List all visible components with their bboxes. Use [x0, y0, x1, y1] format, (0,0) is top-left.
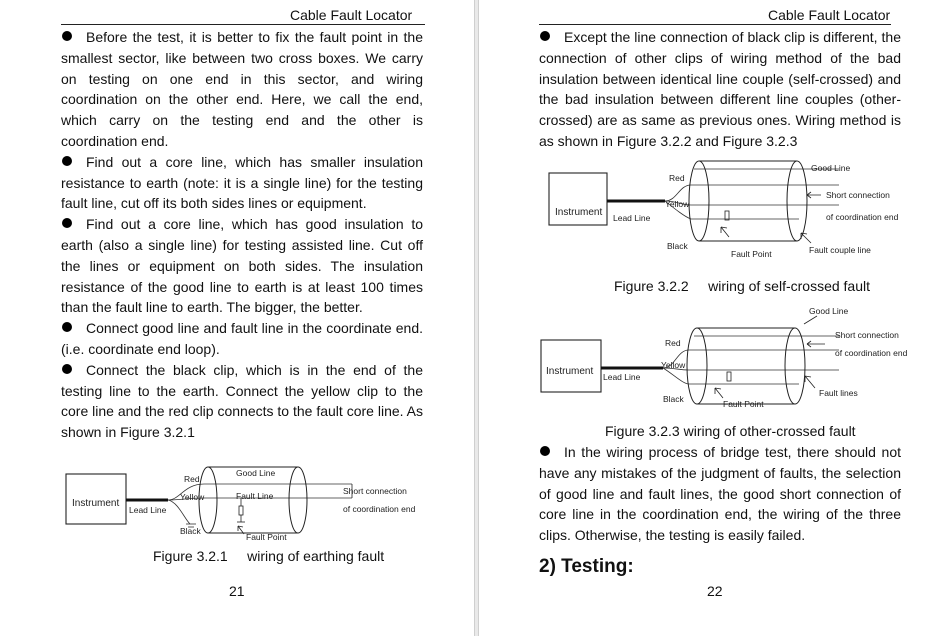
fault-couple-arrow: [801, 233, 811, 243]
fault-lines-arrow: [805, 376, 815, 388]
fault-resistor-symbol: [239, 506, 243, 515]
bullet-icon: [62, 156, 72, 166]
figure-caption: Figure 3.2.1 wiring of earthing fault: [153, 548, 385, 564]
black-wire: [168, 500, 190, 524]
paragraph-5: Connect the black clip, which is in the end of the testing line to the earth. Connect the yellow clip to the core line and the red clip connects to the fault core line. As shown in Figure 3.2.1: [61, 361, 423, 441]
yellow-label: Yellow: [661, 360, 686, 370]
body-text-top: [539, 27, 901, 152]
page-left: [0, 0, 475, 636]
figure-other-crossed-diagram: [539, 302, 919, 414]
page-number: 21: [229, 583, 245, 599]
red-label: Red: [669, 173, 685, 183]
figure-caption-2: Figure 3.2.3 wiring of other-crossed fault: [605, 423, 856, 439]
cable-end-right: [787, 161, 807, 241]
page-right: [478, 0, 951, 636]
instrument-label: Instrument: [72, 498, 120, 509]
paragraph-1: Except the line connection of black clip is different, the connection of other clips of wiring method of the bad insulation between identical line couple (self-crossed) and the bad insulation between different line couples (other-crossed) are as same as previous ones. Wiring method is as shown in Figure 3.2.2 and Figure 3.2.3: [539, 29, 901, 149]
short-connection-label-1: Short connection: [826, 190, 890, 200]
short-connection-label-1: Short connection: [835, 330, 899, 340]
bullet-icon: [540, 31, 550, 41]
bullet-icon: [540, 446, 550, 456]
figure-earthing-fault-diagram: [62, 462, 422, 546]
running-header: Cable Fault Locator: [290, 7, 413, 23]
black-label: Black: [180, 526, 201, 536]
short-connection-arrow: [807, 341, 825, 347]
paragraph-3: Find out a core line, which has good insulation to earth (also a single line) for testing assisted line. Cut off the lines or equipment on both sides. The insulation resistance of the good line to earth is at least 100 times than the fault line to earth. The bigger, the better.: [61, 216, 423, 316]
page-number: 22: [707, 583, 723, 599]
short-connection-label-1: Short connection: [343, 486, 407, 496]
bullet-icon: [62, 364, 72, 374]
fault-lines-label: Fault lines: [819, 388, 858, 398]
good-line-label: Good Line: [809, 306, 849, 316]
header-rule: [61, 24, 425, 25]
yellow-label: Yellow: [180, 492, 205, 502]
good-line-arrow: [804, 316, 817, 324]
fault-point-label: Fault Point: [246, 532, 287, 542]
short-connection-label-2: of coordination end: [343, 504, 416, 514]
red-wire: [663, 350, 839, 368]
cable-end-left: [687, 328, 707, 404]
paragraph-2: Find out a core line, which has smaller insulation resistance to earth (note: it is a single line) for the testing fault line, cut off its both sides lines or equipment.: [61, 153, 423, 212]
bullet-icon: [62, 322, 72, 332]
lead-line-label: Lead Line: [129, 505, 167, 515]
bullet-icon: [62, 218, 72, 228]
short-connection-label-2: of coordination end: [826, 212, 899, 222]
fault-point-label: Fault Point: [723, 399, 764, 409]
body-text-bottom: [539, 442, 901, 546]
yellow-wire: [663, 368, 839, 370]
fault-resistor-symbol: [727, 372, 731, 381]
fault-line-label: Fault Line: [236, 491, 274, 501]
cable-end-left: [689, 161, 709, 241]
fault-point-arrow: [715, 388, 723, 398]
fault-point-arrow: [721, 227, 729, 237]
section-heading: 2) Testing:: [539, 556, 634, 577]
fault-couple-label: Fault couple line: [809, 245, 871, 255]
yellow-label: Yellow: [665, 199, 690, 209]
yellow-wire: [665, 201, 839, 205]
instrument-label: Instrument: [555, 207, 603, 218]
good-line-label: Good Line: [236, 468, 276, 478]
cable-end-right: [785, 328, 805, 404]
figure-caption-1: Figure 3.2.2 wiring of self-crossed fault: [614, 278, 870, 294]
good-line-label: Good Line: [811, 163, 851, 173]
header-rule: [539, 24, 891, 25]
black-label: Black: [667, 241, 688, 251]
black-label: Black: [663, 394, 684, 404]
red-label: Red: [184, 474, 200, 484]
paragraph-2: In the wiring process of bridge test, there should not have any mistakes of the judgment of faults, the selection of good line and fault lines, the good short connection of core line in the coordination end, the wiring of the three clips. Otherwise, the testing is easily failed.: [539, 444, 901, 544]
cable-end-right: [289, 467, 307, 533]
lead-line-label: Lead Line: [603, 372, 641, 382]
body-text: [61, 27, 423, 443]
fault-point-label: Fault Point: [731, 249, 772, 259]
red-label: Red: [665, 338, 681, 348]
instrument-label: Instrument: [546, 366, 594, 377]
bullet-icon: [62, 31, 72, 41]
paragraph-1: Before the test, it is better to fix the fault point in the smallest sector, like between two cross boxes. We carry on testing on one end in this sector, and wiring coordination on the other end. Here, we call the end, which carry on the testing end and the other is coordination end.: [61, 29, 423, 149]
red-wire: [665, 185, 839, 201]
running-header: Cable Fault Locator: [768, 7, 891, 23]
paragraph-4: Connect good line and fault line in the coordinate end. (i.e. coordinate end loop).: [61, 320, 423, 357]
short-connection-label-2: of coordination end: [835, 348, 908, 358]
lead-line-label: Lead Line: [613, 213, 651, 223]
short-connection-arrow: [807, 192, 821, 198]
figure-self-crossed-diagram: [539, 155, 919, 265]
